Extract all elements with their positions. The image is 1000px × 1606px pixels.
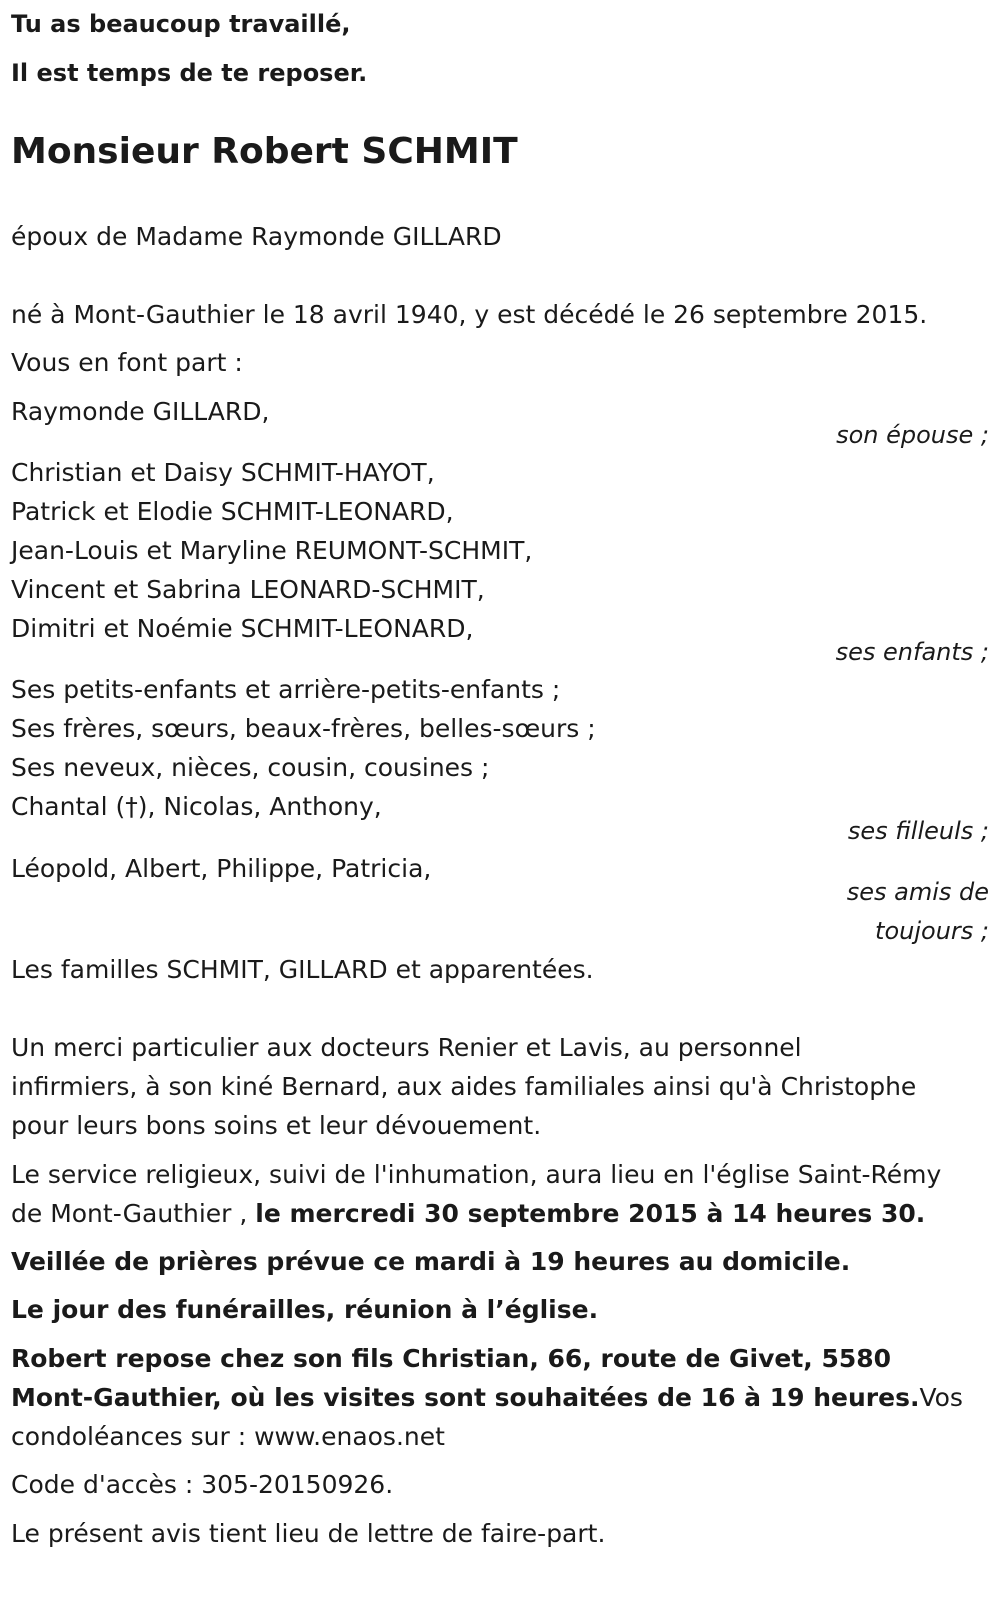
- deceased-name: Monsieur Robert SCHMIT: [11, 131, 518, 172]
- motto-line-1: Tu as beaucoup travaillé,: [11, 10, 351, 38]
- visit-hours: Mont-Gauthier, où les visites sont souhaitées de 16 à 19 heures.: [11, 1383, 920, 1412]
- friends-role-line-1: ses amis de: [846, 878, 989, 906]
- rest-line-2: [11, 1382, 963, 1414]
- thanks-line-2: infirmiers, à son kiné Bernard, aux aides familiales ainsi qu'à Christophe: [11, 1072, 917, 1101]
- child-line: Dimitri et Noémie SCHMIT-LEONARD,: [11, 614, 474, 643]
- motto-line-2: Il est temps de te reposer.: [11, 59, 368, 87]
- meeting-line: Le jour des funérailles, réunion à l’église.: [11, 1295, 599, 1324]
- thanks-line-3: pour leurs bons soins et leur dévouement.: [11, 1111, 542, 1140]
- vigil-line: Veillée de prières prévue ce mardi à 19 heures au domicile.: [11, 1247, 851, 1276]
- birth-death-line: né à Mont-Gauthier le 18 avril 1940, y est décédé le 26 septembre 2015.: [11, 300, 928, 329]
- thanks-line-1: Un merci particulier aux docteurs Renier et Lavis, au personnel: [11, 1033, 802, 1062]
- spouse-name: Raymonde GILLARD,: [11, 397, 270, 426]
- access-code-line: Code d'accès : 305-20150926.: [11, 1470, 394, 1499]
- rest-line-1: Robert repose chez son fils Christian, 66, route de Givet, 5580: [11, 1344, 892, 1373]
- notice-line: Le présent avis tient lieu de lettre de faire-part.: [11, 1519, 606, 1548]
- godchildren-role: ses filleuls ;: [847, 817, 989, 845]
- families-line: Les familles SCHMIT, GILLARD et apparentées.: [11, 955, 594, 984]
- announcement-intro: Vous en font part :: [11, 348, 243, 377]
- spouse-role: son épouse ;: [836, 421, 989, 449]
- child-line: Vincent et Sabrina LEONARD-SCHMIT,: [11, 575, 485, 604]
- child-line: Christian et Daisy SCHMIT-HAYOT,: [11, 458, 435, 487]
- condolences-prefix: Vos: [919, 1383, 963, 1412]
- condolences-line: condoléances sur : www.enaos.net: [11, 1422, 445, 1451]
- service-line-2: [11, 1198, 925, 1230]
- relatives-line: Ses frères, sœurs, beaux-frères, belles-sœurs ;: [11, 714, 596, 743]
- service-location-tail: de Mont-Gauthier ,: [11, 1199, 256, 1228]
- relatives-line: Ses petits-enfants et arrière-petits-enfants ;: [11, 675, 561, 704]
- child-line: Jean-Louis et Maryline REUMONT-SCHMIT,: [11, 536, 533, 565]
- godchildren-line: Chantal (†), Nicolas, Anthony,: [11, 792, 382, 821]
- service-date: le mercredi 30 septembre 2015 à 14 heures 30.: [255, 1199, 926, 1228]
- friends-role-line-2: toujours ;: [875, 917, 989, 945]
- spouse-line: époux de Madame Raymonde GILLARD: [11, 222, 502, 251]
- friends-line: Léopold, Albert, Philippe, Patricia,: [11, 854, 432, 883]
- children-role: ses enfants ;: [835, 638, 989, 666]
- child-line: Patrick et Elodie SCHMIT-LEONARD,: [11, 497, 454, 526]
- service-line-1: Le service religieux, suivi de l'inhumation, aura lieu en l'église Saint-Rémy: [11, 1160, 942, 1189]
- relatives-line: Ses neveux, nièces, cousin, cousines ;: [11, 753, 490, 782]
